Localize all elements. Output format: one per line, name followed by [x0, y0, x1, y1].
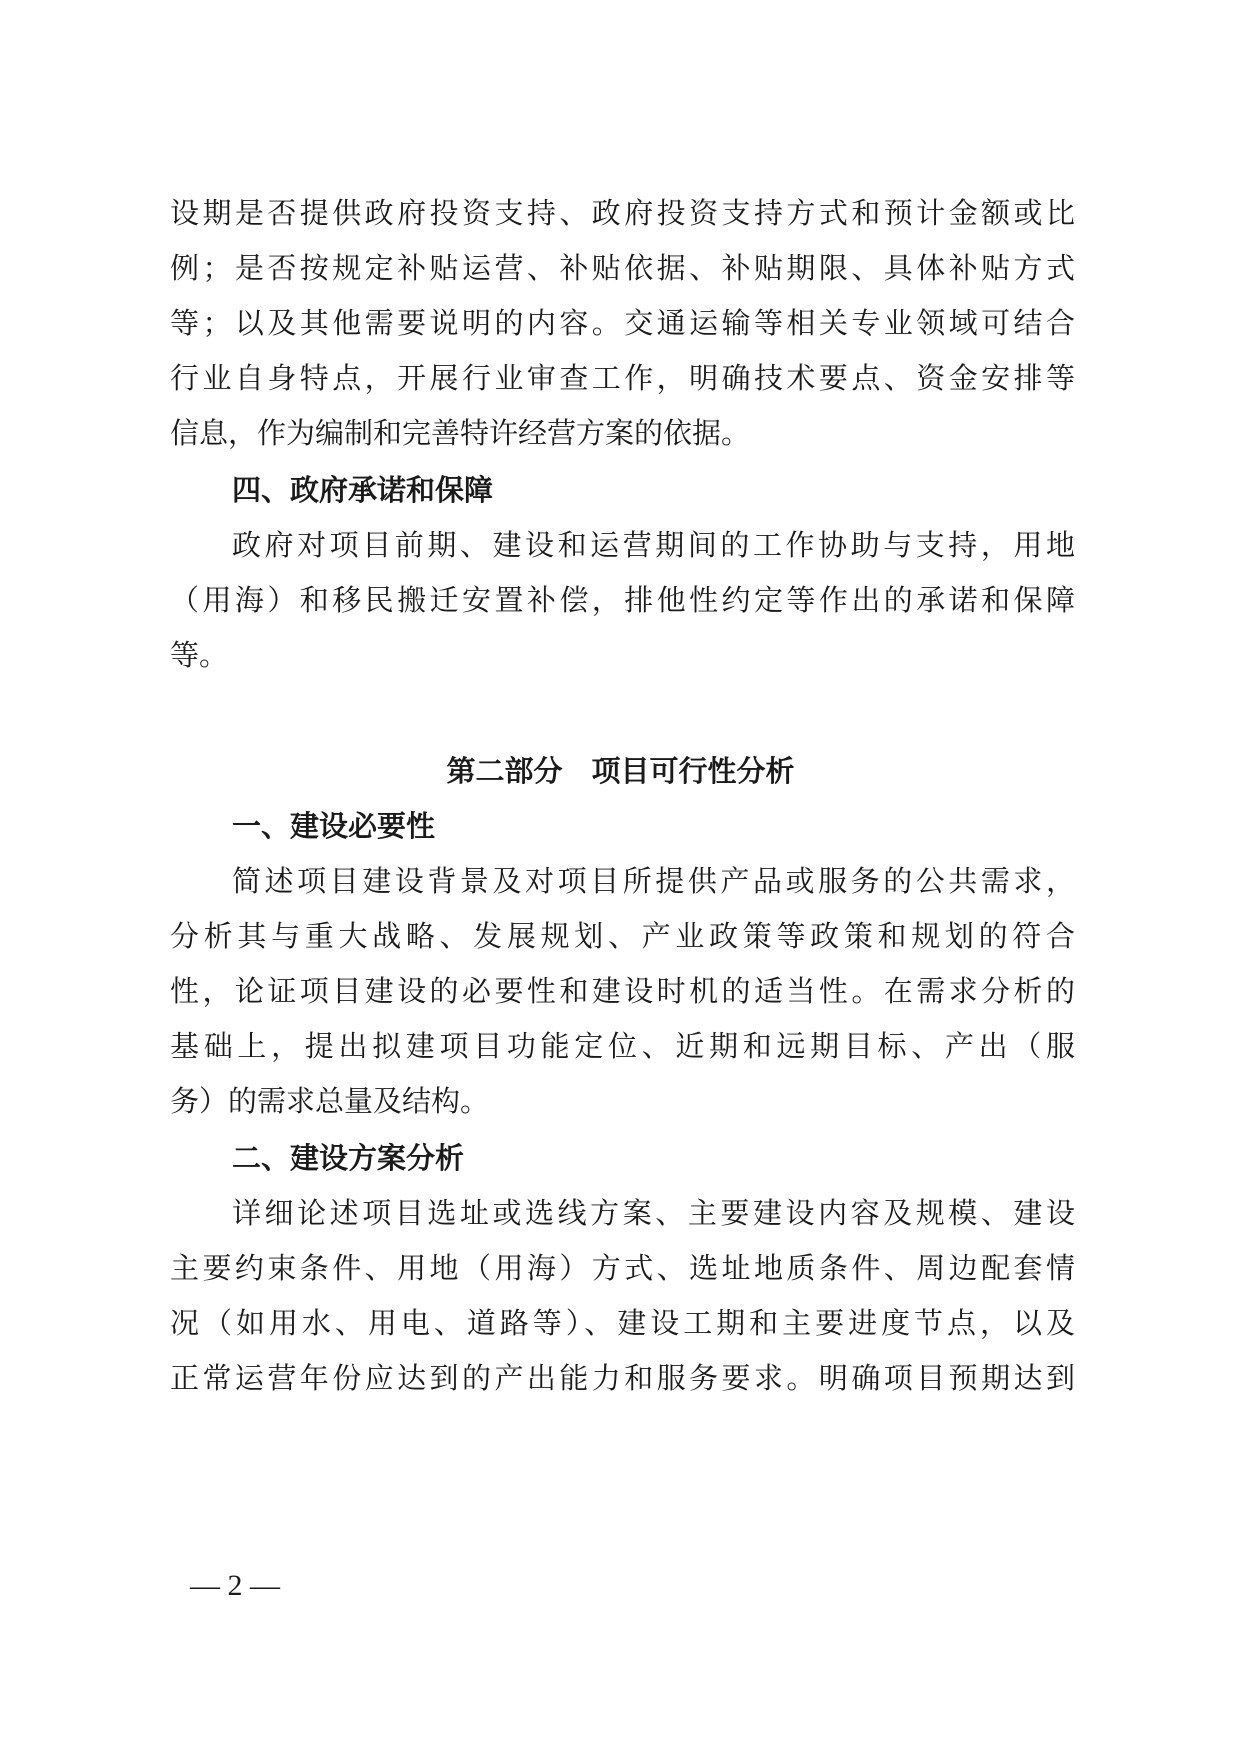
section-heading-necessity: 一、建设必要性: [232, 809, 436, 843]
paragraph-line: 正常运营年份应达到的产出能力和服务要求。明确项目预期达到: [170, 1361, 1075, 1395]
paragraph-line: 等；以及其他需要说明的内容。交通运输等相关专业领域可结合: [170, 306, 1075, 340]
section-heading-construction-plan: 二、建设方案分析: [232, 1141, 465, 1175]
paragraph-line: 行业自身特点，开展行业审查工作，明确技术要点、资金安排等: [170, 361, 1075, 395]
paragraph-line: 信息，作为编制和完善特许经营方案的依据。: [170, 416, 751, 450]
paragraph-line: 性，论证项目建设的必要性和建设时机的适当性。在需求分析的: [170, 974, 1075, 1008]
paragraph-line: 主要约束条件、用地（用海）方式、选址地质条件、周边配套情: [170, 1251, 1075, 1285]
paragraph-line: 详细论述项目选址或选线方案、主要建设内容及规模、建设: [232, 1196, 1075, 1230]
paragraph-line: 政府对项目前期、建设和运营期间的工作协助与支持，用地: [232, 528, 1075, 562]
paragraph-line: 务）的需求总量及结构。: [170, 1084, 490, 1118]
paragraph-line: 例；是否按规定补贴运营、补贴依据、补贴期限、具体补贴方式: [170, 251, 1075, 285]
part-title: 第二部分 项目可行性分析: [446, 754, 795, 788]
paragraph-line: （用海）和移民搬迁安置补偿，排他性约定等作出的承诺和保障: [170, 583, 1075, 617]
paragraph-line: 等。: [170, 638, 229, 672]
paragraph-line: 分析其与重大战略、发展规划、产业政策等政策和规划的符合: [170, 919, 1075, 953]
paragraph-line: 设期是否提供政府投资支持、政府投资支持方式和预计金额或比: [170, 196, 1075, 230]
section-heading-commitments: 四、政府承诺和保障: [232, 473, 494, 507]
page-number: — 2 —: [190, 1569, 280, 1602]
paragraph-line: 简述项目建设背景及对项目所提供产品或服务的公共需求，: [232, 864, 1075, 898]
paragraph-line: 基础上，提出拟建项目功能定位、近期和远期目标、产出（服: [170, 1029, 1075, 1063]
paragraph-line: 况（如用水、用电、道路等）、建设工期和主要进度节点，以及: [170, 1306, 1075, 1340]
